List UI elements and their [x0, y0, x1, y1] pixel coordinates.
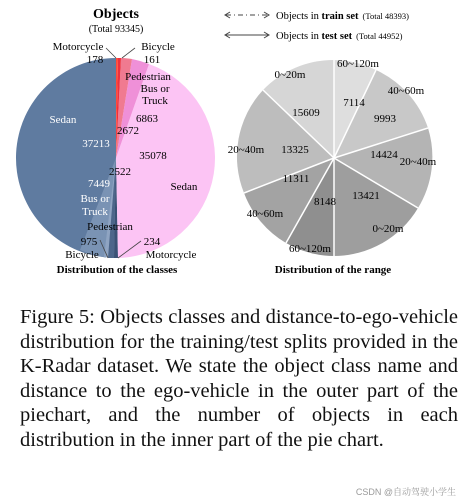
- range-value-13421: 13421: [352, 190, 380, 202]
- label-motorcycle-top: Motorcycle: [52, 41, 104, 53]
- legend-test-text: Objects in test set (Total 44952): [276, 31, 403, 42]
- value-test-sedan: 37213: [82, 138, 110, 150]
- value-test-bus: 7449: [88, 178, 110, 190]
- label-bus-bottom-1: Bus or: [80, 193, 110, 205]
- legend-train-text: Objects in train set (Total 48393): [276, 11, 409, 22]
- label-bicycle-bottom: Bicycle: [65, 249, 99, 261]
- class-pie: [16, 7, 215, 276]
- range-label-top-right: 60~120m: [336, 58, 380, 70]
- range-label-bottom: 60~120m: [288, 243, 332, 255]
- watermark: CSDN @自动驾驶小学生: [355, 487, 456, 497]
- range-value-8148: 8148: [314, 196, 336, 208]
- value-test-motorcycle: 234: [143, 236, 161, 248]
- range-value-7114: 7114: [343, 97, 365, 109]
- range-value-14424: 14424: [370, 149, 398, 161]
- label-bus-top-1: Bus or: [140, 83, 170, 95]
- legend: [225, 11, 409, 42]
- class-chart-caption: Distribution of the classes: [56, 264, 178, 276]
- range-value-9993: 9993: [374, 113, 396, 125]
- label-motorcycle-bottom: Motorcycle: [145, 249, 197, 261]
- range-chart-caption: Distribution of the range: [274, 264, 392, 276]
- range-pie: [228, 58, 437, 276]
- class-chart-subtitle: (Total 93345): [88, 24, 144, 35]
- value-train-bus: 6863: [136, 113, 158, 125]
- value-train-motorcycle: 178: [86, 54, 104, 66]
- range-value-13325: 13325: [281, 144, 309, 156]
- label-sedan-right: Sedan: [170, 181, 198, 193]
- value-train-pedestrian: 2672: [117, 125, 139, 137]
- range-value-11311: 11311: [282, 173, 310, 185]
- value-train-bicycle: 161: [143, 54, 161, 66]
- leader-line: [122, 48, 135, 58]
- label-pedestrian-bottom: Pedestrian: [87, 221, 133, 233]
- leader-line: [106, 48, 116, 58]
- range-label-top-left: 0~20m: [274, 69, 306, 81]
- value-train-sedan: 35078: [139, 150, 167, 162]
- label-bicycle-top: Bicycle: [141, 41, 175, 53]
- label-bus-top-2: Truck: [142, 95, 168, 107]
- label-bus-bottom-2: Truck: [82, 206, 108, 218]
- range-value-15609: 15609: [292, 107, 320, 119]
- label-pedestrian-top: Pedestrian: [125, 71, 171, 83]
- value-test-pedestrian: 2522: [109, 166, 131, 178]
- range-label-left-1: 20~40m: [227, 144, 265, 156]
- range-label-right-2: 20~40m: [399, 156, 437, 168]
- value-test-bicycle: 975: [80, 236, 98, 248]
- figure-caption: Figure 5: Objects classes and distance-to-ego-vehicle distribution for the training/test splits provided in the K-Radar dataset. We state the object class name and distance to the ego-vehicle in the outer part of the piechart, and the number of objects in each distribution in the inner part of the pie chart.: [20, 306, 458, 451]
- range-label-right-3: 0~20m: [372, 223, 404, 235]
- label-sedan-left: Sedan: [49, 114, 77, 126]
- class-chart-title: Objects: [93, 7, 139, 22]
- range-label-left-2: 40~60m: [246, 208, 284, 220]
- range-label-right-1: 40~60m: [387, 85, 425, 97]
